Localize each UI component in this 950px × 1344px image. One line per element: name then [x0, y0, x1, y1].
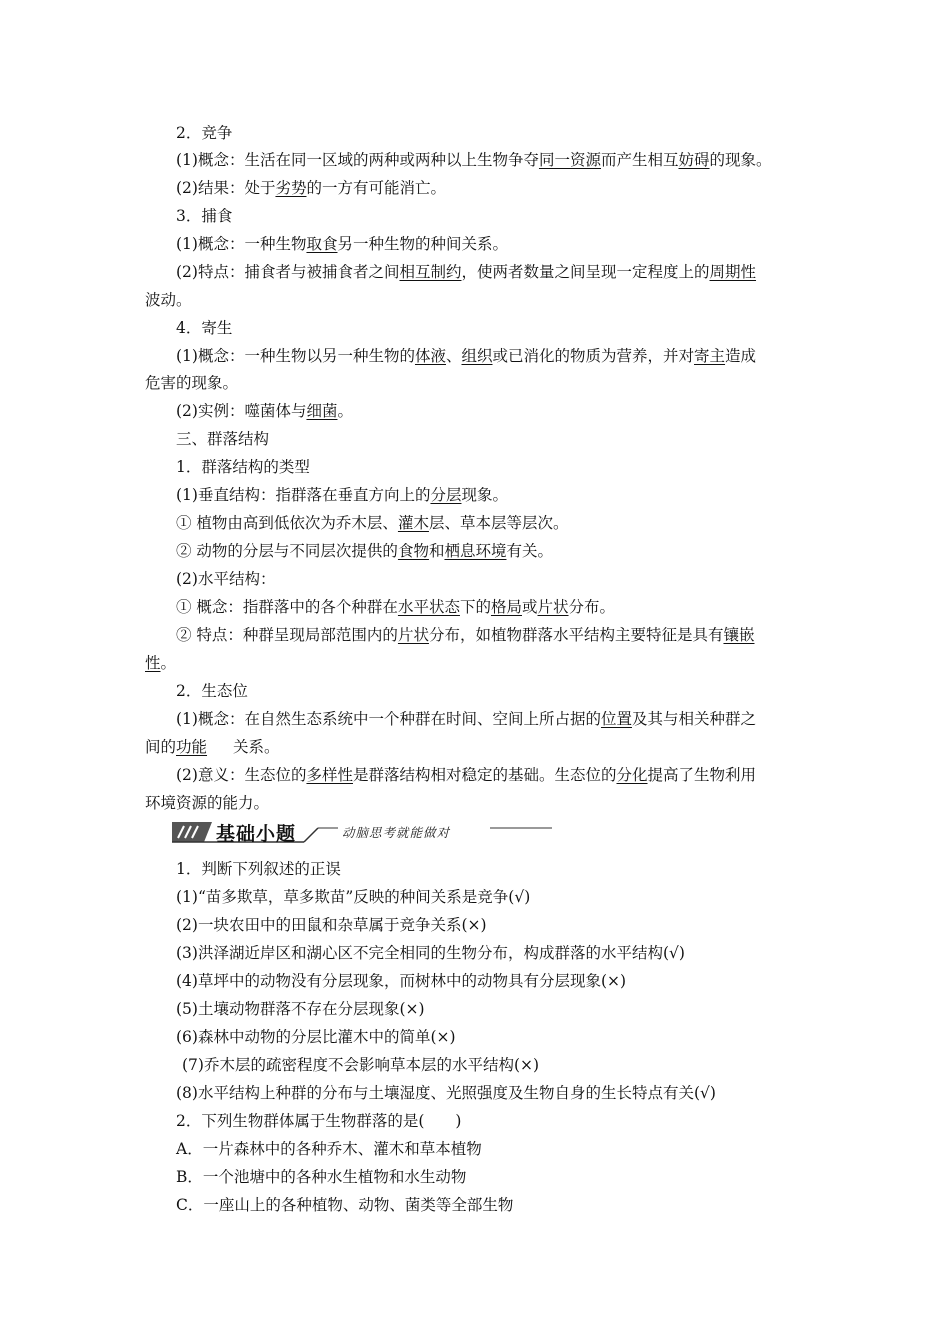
- judgement-item: [182, 1055, 539, 1075]
- text: (2)结果：处于: [176, 179, 276, 197]
- text: (1)概念：一种生物以另一种生物的: [176, 347, 415, 365]
- vertical-animals: [176, 541, 553, 561]
- blank-answer: 分层: [430, 486, 462, 504]
- text: ，使两者数量之间呈现一定程度上的: [461, 263, 710, 281]
- judgement-item: [176, 915, 487, 935]
- blank-answer: 水平状态: [397, 598, 460, 616]
- heading-text: 3．捕食: [176, 207, 233, 225]
- text: 危害的现象。: [145, 374, 239, 392]
- blank-answer: 位置: [600, 710, 632, 728]
- niche-concept: [176, 709, 756, 729]
- heading-predation: [176, 206, 232, 226]
- banner-slant: [304, 828, 318, 842]
- blank-answer: 取食: [306, 235, 338, 253]
- text: 现象。: [461, 486, 508, 504]
- option-text: C．一座山上的各种植物、动物、菌类等全部生物: [176, 1196, 514, 1214]
- item-text: (7)乔木层的疏密程度不会影响草本层的水平结构(×): [182, 1056, 540, 1074]
- text: (2)意义：生态位的: [176, 766, 307, 784]
- judgement-item: [176, 999, 425, 1019]
- judgement-item: [176, 971, 626, 991]
- text: 分布，如植物群落水平结构主要特征是具有: [428, 626, 724, 644]
- niche-significance-cont: [145, 793, 269, 813]
- text: 而产生相互: [600, 151, 679, 169]
- blank-answer: 组织: [461, 347, 493, 365]
- heading-community-structure: [176, 429, 269, 449]
- text: 间的: [145, 738, 177, 756]
- text: (2)特点：捕食者与被捕食者之间: [176, 263, 400, 281]
- blank-answer: 劣势: [275, 179, 307, 197]
- item-text: (5)土壤动物群落不存在分层现象(×): [176, 1000, 425, 1018]
- horizontal-feature: [176, 625, 754, 645]
- blank-answer: 同一资源: [538, 151, 601, 169]
- text: (1)垂直结构：指群落在垂直方向上的: [176, 486, 431, 504]
- heading-text: 4．寄生: [176, 319, 233, 337]
- blank-answer: 多样性: [306, 766, 353, 784]
- blank-answer: 格局: [490, 598, 522, 616]
- text: 下的: [459, 598, 491, 616]
- parasitism-concept: [176, 346, 756, 366]
- horizontal-feature-cont: [145, 653, 176, 673]
- banner-title: 基础小题: [216, 823, 297, 845]
- blank-answer: 镶嵌: [723, 626, 755, 644]
- text: 的现象。: [709, 151, 772, 169]
- question-text: 1．判断下列叙述的正误: [176, 860, 341, 878]
- text: 有关。: [506, 542, 553, 560]
- text: 层、草本层等层次。: [428, 514, 569, 532]
- heading-parasitism: [176, 318, 232, 338]
- text: ① 植物由高到低依次为乔木层、: [176, 514, 398, 532]
- section-banner: [172, 818, 562, 844]
- heading-text: 2．竞争: [176, 124, 233, 142]
- predation-feature-cont: [145, 290, 192, 310]
- blank-answer: 相互制约: [399, 263, 462, 281]
- text: 或: [521, 598, 538, 616]
- option-text: A．一片森林中的各种乔木、灌木和草本植物: [176, 1140, 482, 1158]
- blank-answer: 片状: [537, 598, 569, 616]
- text: 关系。: [233, 738, 280, 756]
- text: (1)概念：生活在同一区域的两种或两种以上生物争夺: [176, 151, 539, 169]
- blank-answer: 妨碍: [678, 151, 710, 169]
- text: 另一种生物的种间关系。: [337, 235, 508, 253]
- item-text: (2)一块农田中的田鼠和杂草属于竞争关系(×): [176, 916, 487, 934]
- heading-text: 三、群落结构: [176, 430, 270, 448]
- banner-stripe-block: [172, 822, 212, 842]
- option-text: B．一个池塘中的各种水生植物和水生动物: [176, 1168, 467, 1186]
- question-1: [176, 859, 341, 879]
- text: ② 动物的分层与不同层次提供的: [176, 542, 398, 560]
- blank-answer: 寄主: [694, 347, 726, 365]
- vertical-plants: [176, 513, 568, 533]
- horizontal-structure: [176, 569, 275, 589]
- text: 分布。: [568, 598, 616, 616]
- judgement-item: [176, 887, 530, 907]
- blank-answer: 功能: [176, 738, 208, 756]
- text: 提高了生物利用: [647, 766, 757, 784]
- item-text: (3)洪泽湖近岸区和湖心区不完全相同的生物分布，构成群落的水平结构(√): [176, 944, 685, 962]
- blank-answer: 片状: [397, 626, 429, 644]
- vertical-structure: [176, 485, 508, 505]
- text: 的一方有可能消亡。: [306, 179, 446, 197]
- option-b: [176, 1167, 466, 1187]
- text: ② 特点：种群呈现局部范围内的: [176, 626, 398, 644]
- text: 或已消化的物质为营养，并对: [492, 347, 695, 365]
- blank-answer: 食物: [397, 542, 429, 560]
- text: 。: [160, 654, 177, 672]
- heading-text: 2．生态位: [176, 682, 248, 700]
- text: 环境资源的能力。: [145, 794, 270, 812]
- item-text: (8)水平结构上种群的分布与土壤湿度、光照强度及生物自身的生长特点有关(√): [176, 1084, 716, 1102]
- text: 和: [428, 542, 445, 560]
- parasitism-example: [176, 401, 353, 421]
- item-text: (4)草坪中的动物没有分层现象，而树林中的动物具有分层现象(×): [176, 972, 627, 990]
- horizontal-concept: [176, 597, 615, 617]
- text: (1)概念：一种生物: [176, 235, 307, 253]
- option-a: [176, 1139, 482, 1159]
- text: 造成: [725, 347, 757, 365]
- blank-answer: 细菌: [306, 402, 338, 420]
- question-text: 2．下列生物群体属于生物群落的是( ): [176, 1112, 462, 1130]
- heading-competition: [176, 123, 232, 143]
- heading-niche: [176, 681, 248, 701]
- predation-feature: [176, 262, 756, 282]
- competition-result: [176, 178, 446, 198]
- heading-structure-types: [176, 457, 310, 477]
- text: 波动。: [145, 291, 192, 309]
- banner-subtitle: 动脑思考就能做对: [342, 825, 451, 840]
- niche-significance: [176, 765, 756, 785]
- blank-answer: 分化: [616, 766, 648, 784]
- predation-concept: [176, 234, 508, 254]
- text: (1)概念：在自然生态系统中一个种群在时间、空间上所占据的: [176, 710, 601, 728]
- option-c: [176, 1195, 513, 1215]
- blank-answer: 周期性: [709, 263, 757, 281]
- text: ① 概念：指群落中的各个种群在: [176, 598, 398, 616]
- judgement-item: [176, 1027, 456, 1047]
- blank-answer: 灌木: [397, 514, 429, 532]
- question-2: [176, 1111, 461, 1131]
- heading-text: 1．群落结构的类型: [176, 458, 310, 476]
- niche-concept-cont: [145, 737, 280, 757]
- blank-answer: 体液: [414, 347, 446, 365]
- blank-answer: 栖息环境: [444, 542, 507, 560]
- blank-answer: 性: [145, 654, 161, 672]
- text: 。: [337, 402, 353, 420]
- text: 是群落结构相对稳定的基础。生态位的: [352, 766, 617, 784]
- text: (2)水平结构：: [176, 570, 276, 588]
- judgement-item: [176, 943, 685, 963]
- competition-concept: [176, 150, 772, 170]
- item-text: (6)森林中动物的分层比灌木中的简单(×): [176, 1028, 456, 1046]
- text: 、: [445, 347, 462, 365]
- item-text: (1)“苗多欺草，草多欺苗”反映的种间关系是竞争(√): [176, 888, 531, 906]
- judgement-item: [176, 1083, 716, 1103]
- parasitism-concept-cont: [145, 373, 238, 393]
- text: (2)实例：噬菌体与: [176, 402, 307, 420]
- text: 及其与相关种群之: [631, 710, 756, 728]
